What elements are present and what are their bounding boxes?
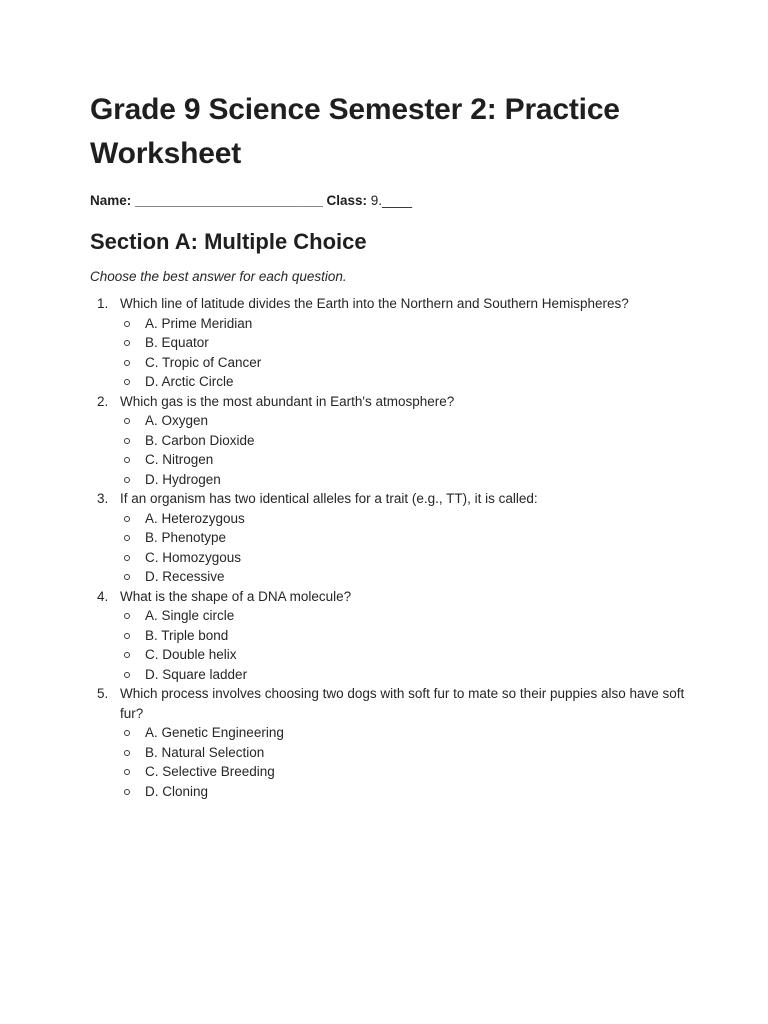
answer-option xyxy=(120,665,690,685)
answer-option xyxy=(120,470,690,490)
answer-option xyxy=(120,372,690,392)
option-text: A. Genetic Engineering xyxy=(145,725,284,740)
question-3 xyxy=(90,489,690,587)
option-text: D. Hydrogen xyxy=(145,471,221,487)
hollow-circle-bullet-icon xyxy=(124,379,130,385)
hollow-circle-bullet-icon xyxy=(124,750,130,756)
question-list xyxy=(90,294,690,801)
answer-option xyxy=(120,450,690,470)
option-text: B. Carbon Dioxide xyxy=(145,432,255,448)
hollow-circle-bullet-icon xyxy=(124,438,130,444)
name-label: Name: xyxy=(90,193,132,208)
option-text: A. Single circle xyxy=(145,608,235,623)
option-text: C. Nitrogen xyxy=(145,452,214,467)
option-text: A. Oxygen xyxy=(145,413,209,428)
question-number: 3. xyxy=(97,491,109,506)
hollow-circle-bullet-icon xyxy=(124,457,130,463)
question-text: Which process involves choosing two dogs with soft fur to mate so their puppies also have soft fur? xyxy=(120,686,685,721)
option-text: A. Prime Meridian xyxy=(145,315,253,331)
answer-option xyxy=(120,762,690,782)
hollow-circle-bullet-icon xyxy=(124,672,130,678)
question-number: 1. xyxy=(97,296,109,311)
answer-option xyxy=(120,314,690,334)
answer-option xyxy=(120,509,690,529)
answer-option xyxy=(120,333,690,353)
answer-option xyxy=(120,743,690,763)
question-2 xyxy=(90,392,690,490)
answer-options xyxy=(120,314,690,392)
option-text: D. Square ladder xyxy=(145,666,248,682)
hollow-circle-bullet-icon xyxy=(124,613,130,619)
option-text: C. Double helix xyxy=(145,647,237,662)
hollow-circle-bullet-icon xyxy=(124,418,130,424)
hollow-circle-bullet-icon xyxy=(124,321,130,327)
question-number: 4. xyxy=(97,588,109,604)
question-text: What is the shape of a DNA molecule? xyxy=(120,588,352,604)
option-text: C. Tropic of Cancer xyxy=(145,354,262,370)
answer-option xyxy=(120,645,690,665)
hollow-circle-bullet-icon xyxy=(124,535,130,541)
question-4 xyxy=(90,587,690,685)
page-title: Grade 9 Science Semester 2: Practice Worksheet xyxy=(90,93,620,170)
answer-option xyxy=(120,411,690,431)
answer-options xyxy=(120,723,690,801)
answer-option xyxy=(120,353,690,373)
hollow-circle-bullet-icon xyxy=(124,789,130,795)
hollow-circle-bullet-icon xyxy=(124,340,130,346)
class-label: Class: xyxy=(326,193,367,208)
option-text: D. Cloning xyxy=(145,783,209,799)
option-text: B. Equator xyxy=(145,335,209,350)
hollow-circle-bullet-icon xyxy=(124,769,130,775)
answer-option xyxy=(120,548,690,568)
section-a-heading: Section A: Multiple Choice xyxy=(90,229,367,254)
hollow-circle-bullet-icon xyxy=(124,360,130,366)
answer-option xyxy=(120,567,690,587)
answer-option xyxy=(120,626,690,646)
question-1 xyxy=(90,294,690,392)
option-text: B. Triple bond xyxy=(145,627,229,643)
option-text: B. Natural Selection xyxy=(145,744,265,760)
name-class-line xyxy=(90,192,690,210)
hollow-circle-bullet-icon xyxy=(124,477,130,483)
option-text: D. Arctic Circle xyxy=(145,374,234,389)
question-text: Which line of latitude divides the Earth into the Northern and Southern Hemispheres? xyxy=(120,296,629,311)
name-blank: _________________________ xyxy=(131,193,327,208)
answer-option xyxy=(120,782,690,802)
answer-option xyxy=(120,431,690,451)
section-a-instructions: Choose the best answer for each question. xyxy=(90,269,347,284)
question-number: 2. xyxy=(97,393,109,409)
hollow-circle-bullet-icon xyxy=(124,555,130,561)
option-text: C. Selective Breeding xyxy=(145,764,275,779)
worksheet-page xyxy=(90,88,690,801)
option-text: B. Phenotype xyxy=(145,530,227,545)
hollow-circle-bullet-icon xyxy=(124,633,130,639)
answer-option xyxy=(120,606,690,626)
answer-options xyxy=(120,606,690,684)
answer-options xyxy=(120,411,690,489)
question-text: If an organism has two identical alleles for a trait (e.g., TT), it is called: xyxy=(120,491,538,506)
option-text: A. Heterozygous xyxy=(145,510,245,526)
question-number: 5. xyxy=(97,686,109,701)
hollow-circle-bullet-icon xyxy=(124,730,130,736)
option-text: D. Recessive xyxy=(145,569,225,584)
option-text: C. Homozygous xyxy=(145,549,242,565)
answer-options xyxy=(120,509,690,587)
question-5 xyxy=(90,684,690,801)
hollow-circle-bullet-icon xyxy=(124,652,130,658)
answer-option xyxy=(120,528,690,548)
question-text: Which gas is the most abundant in Earth's atmosphere? xyxy=(120,393,455,409)
class-value: 9.____ xyxy=(367,193,413,208)
answer-option xyxy=(120,723,690,743)
hollow-circle-bullet-icon xyxy=(124,516,130,522)
hollow-circle-bullet-icon xyxy=(124,574,130,580)
